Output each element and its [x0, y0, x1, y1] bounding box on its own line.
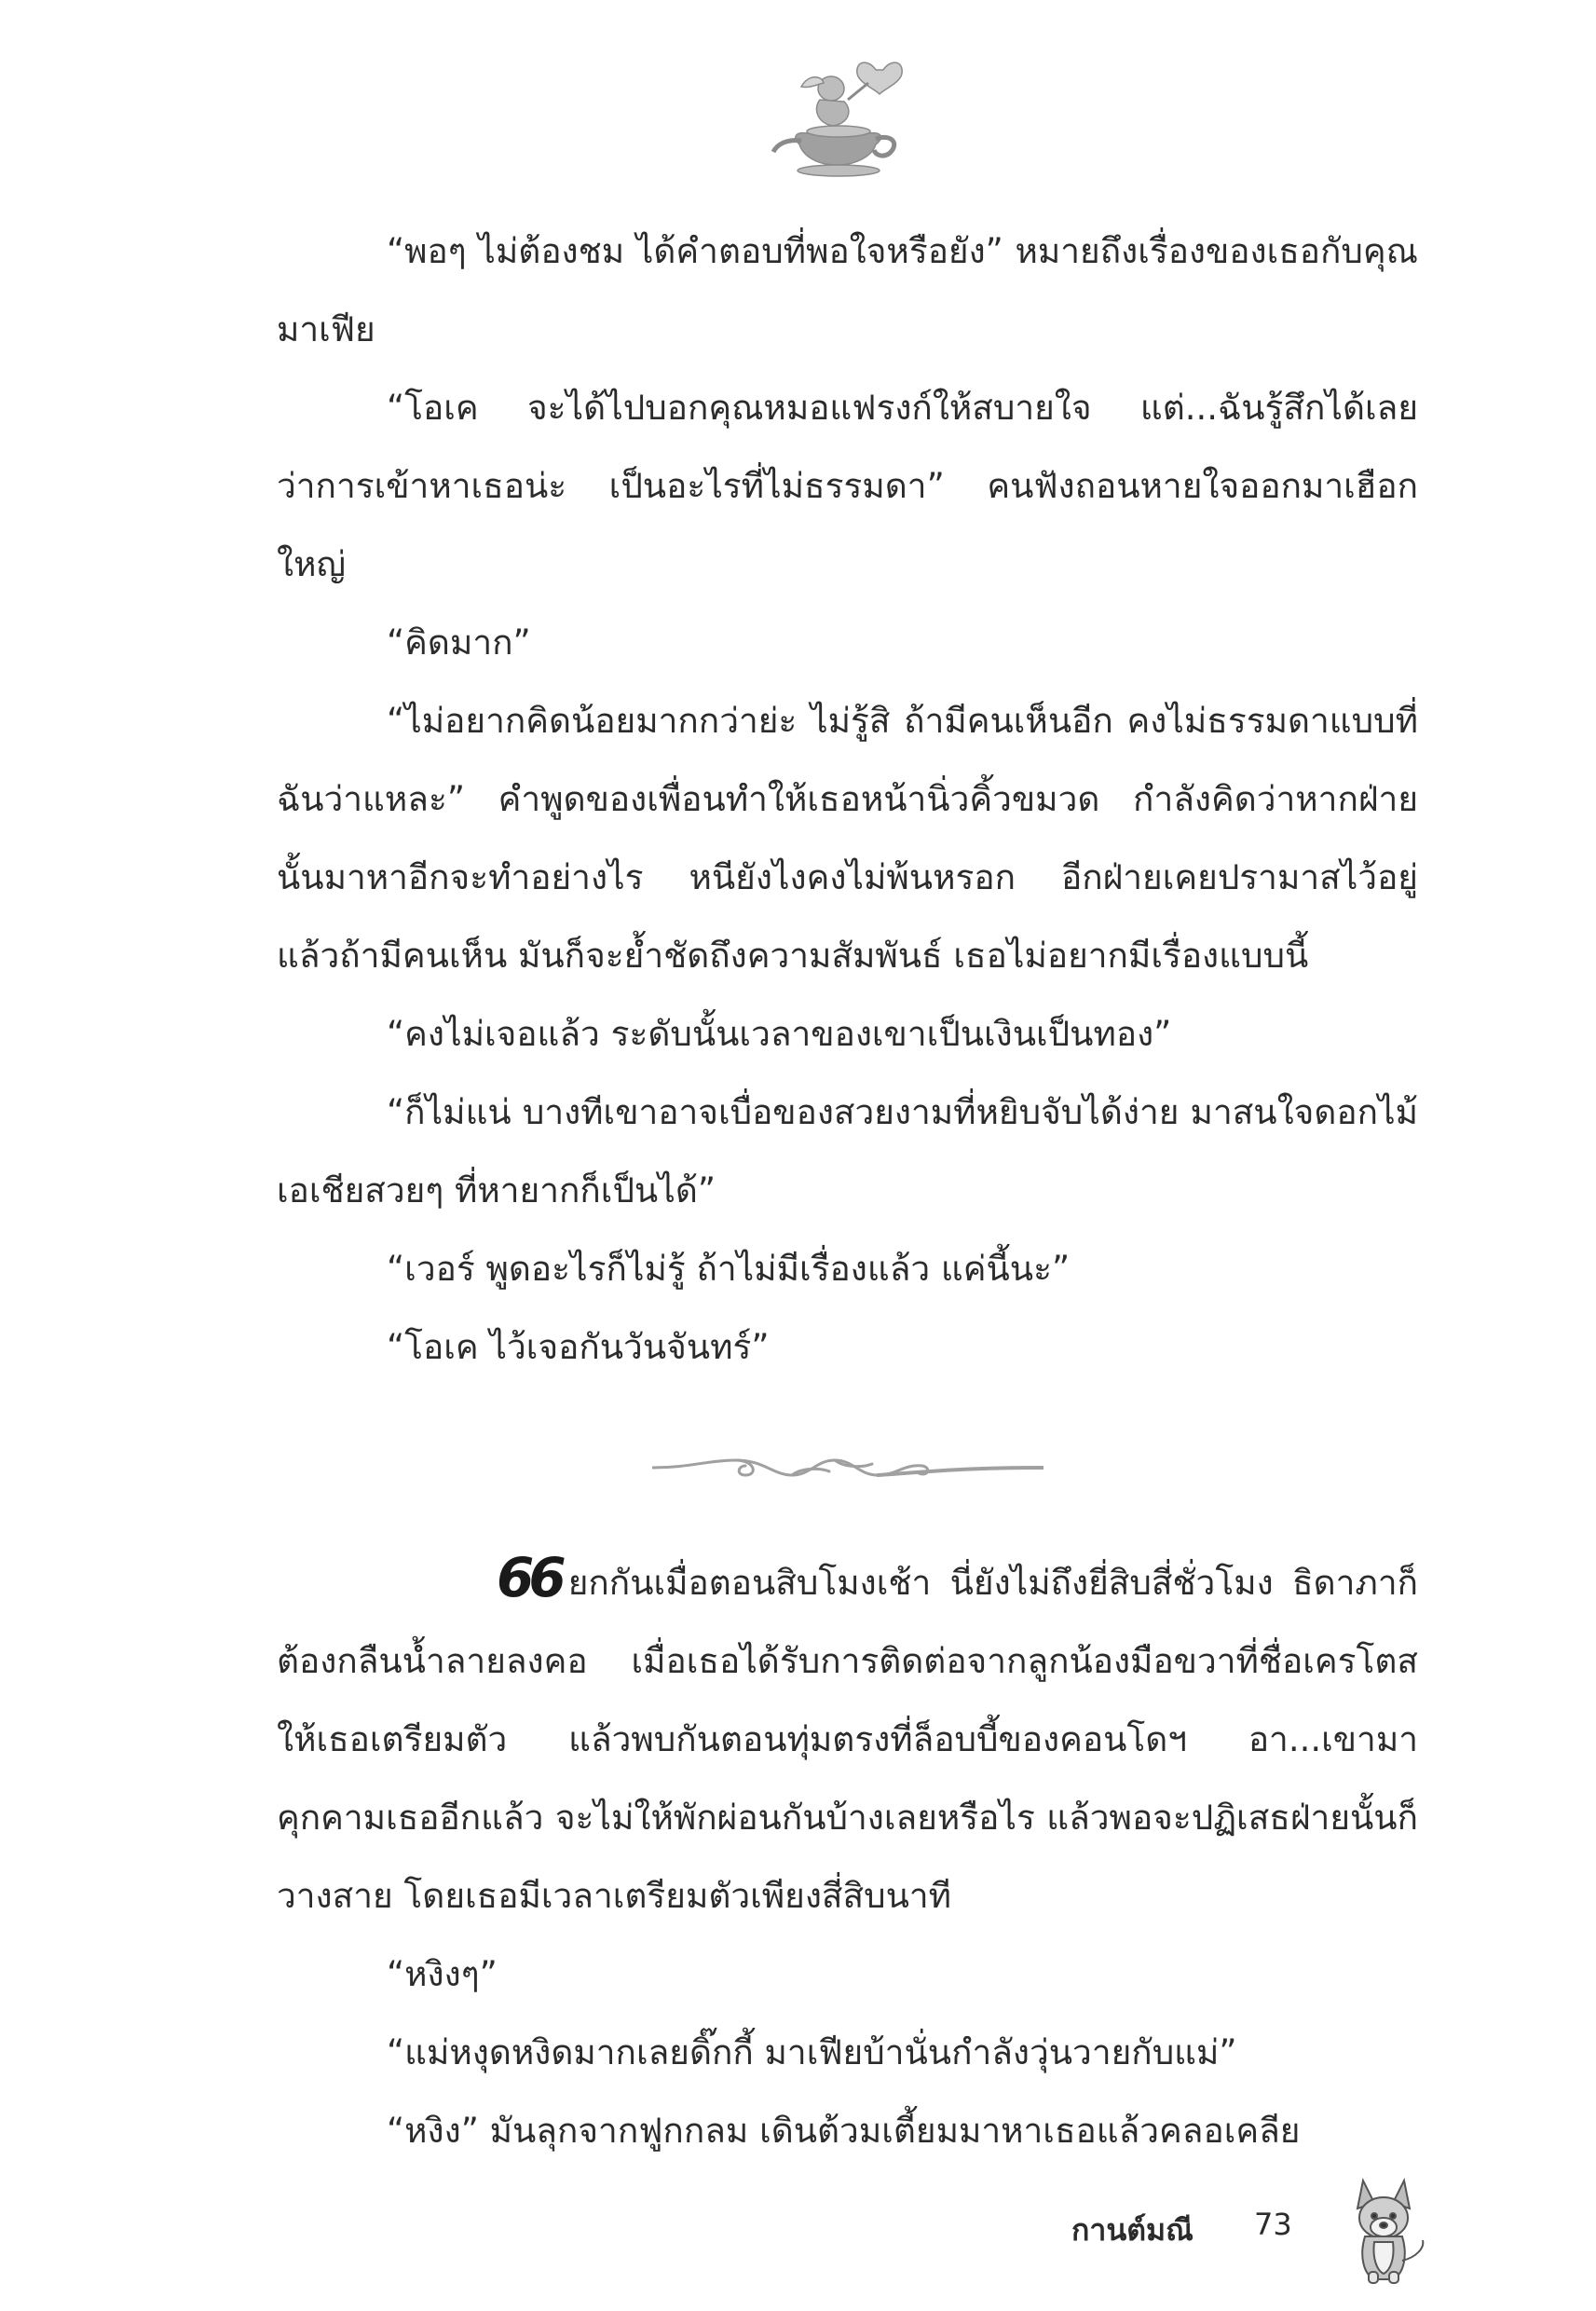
text-block-1 [277, 212, 1418, 1387]
paragraph-text: ยกกันเมื่อตอนสิบโมงเช้า นี่ยังไม่ถึงยี่สิบสี่ชั่วโมง ธิดาภาก็ต้องกลืนน้ำลายลงคอ เมื่อเธอได้รับการติดต่อจากลูกน้องมือขวาที่ชื่อเครโตส ให้เธอเตรียมตัว แล้วพบกันตอนทุ่มตรงที่ล็อบบี้ของคอนโดฯ อา...เขามาคุกคามเธออีกแล้ว จะไม่ให้พักผ่อนกันบ้างเลยหรือไร แล้วพอจะปฏิเสธฝ่ายนั้นก็วางสาย โดยเธอมีเวลาเตรียมตัวเพียงสี่สิบนาที [277, 1563, 1418, 1916]
page-footer [1071, 2171, 1425, 2292]
corgi-dog-icon [1337, 2171, 1430, 2288]
paragraph: “คิดมาก” [387, 622, 531, 663]
paragraph: “หงิงๆ” [387, 1954, 498, 1994]
paragraph: “ไม่อยากคิดน้อยมากกว่าย่ะ ไม่รู้สิ ถ้ามีคนเห็นอีก คงไม่ธรรมดาแบบที่ฉันว่าแหละ” คำพูดของเพื่อนทำให้เธอหน้านิ่วคิ้วขมวด กำลังคิดว่าหากฝ่ายนั้นมาหาอีกจะทำอย่างไร หนียังไงคงไม่พ้นหรอก อีกฝ่ายเคยปรามาสไว้อยู่ แล้วถ้ามีคนเห็น มันก็จะย้ำชัดถึงความสัมพันธ์ เธอไม่อยากมีเรื่องแบบนี้ [277, 701, 1418, 976]
paragraph: “เวอร์ พูดอะไรก็ไม่รู้ ถ้าไม่มีเรื่องแล้ว แค่นี้นะ” [387, 1249, 1071, 1289]
paragraph: “พอๆ ไม่ต้องชม ได้คำตอบที่พอใจหรือยัง” หมายถึงเรื่องของเธอกับคุณมาเฟีย [277, 231, 1418, 349]
paragraph: “โอเค จะได้ไปบอกคุณหมอแฟรงก์ให้สบายใจ แต่...ฉันรู้สึกได้เลยว่าการเข้าหาเธอน่ะ เป็นอะไรที่ไม่ธรรมดา” คนฟังถอนหายใจออกมาเฮือกใหญ่ [277, 388, 1418, 584]
paragraph: “โอเค ไว้เจอกันวันจันทร์” [387, 1327, 770, 1367]
text-block-2 [277, 1544, 1418, 2170]
scroll-divider-ornament-icon [652, 1440, 1044, 1496]
book-title: กานต์มณี [1071, 2212, 1194, 2248]
paragraph: “ก็ไม่แน่ บางทีเขาอาจเบื่อของสวยงามที่หยิบจับได้ง่าย มาสนใจดอกไม้เอเชียสวยๆ ที่หายากก็เป็นได้” [277, 1092, 1418, 1210]
drop-quote-mark: 66 [497, 1546, 561, 1609]
cupid-teapot-ornament-icon [764, 51, 913, 182]
paragraph: “หงิง” มันลุกจากฟูกกลม เดินต้วมเตี้ยมมาหาเธอแล้วคลอเคลีย [387, 2111, 1301, 2151]
paragraph-with-dropcap [277, 1544, 1418, 1935]
paragraph: “คงไม่เจอแล้ว ระดับนั้นเวลาของเขาเป็นเงินเป็นทอง” [387, 1014, 1172, 1054]
paragraph: “แม่หงุดหงิดมากเลยดิ๊กกี้ มาเฟียบ้านั่นกำลังวุ่นวายกับแม่” [387, 2032, 1237, 2072]
page-number: 73 [1254, 2207, 1292, 2242]
